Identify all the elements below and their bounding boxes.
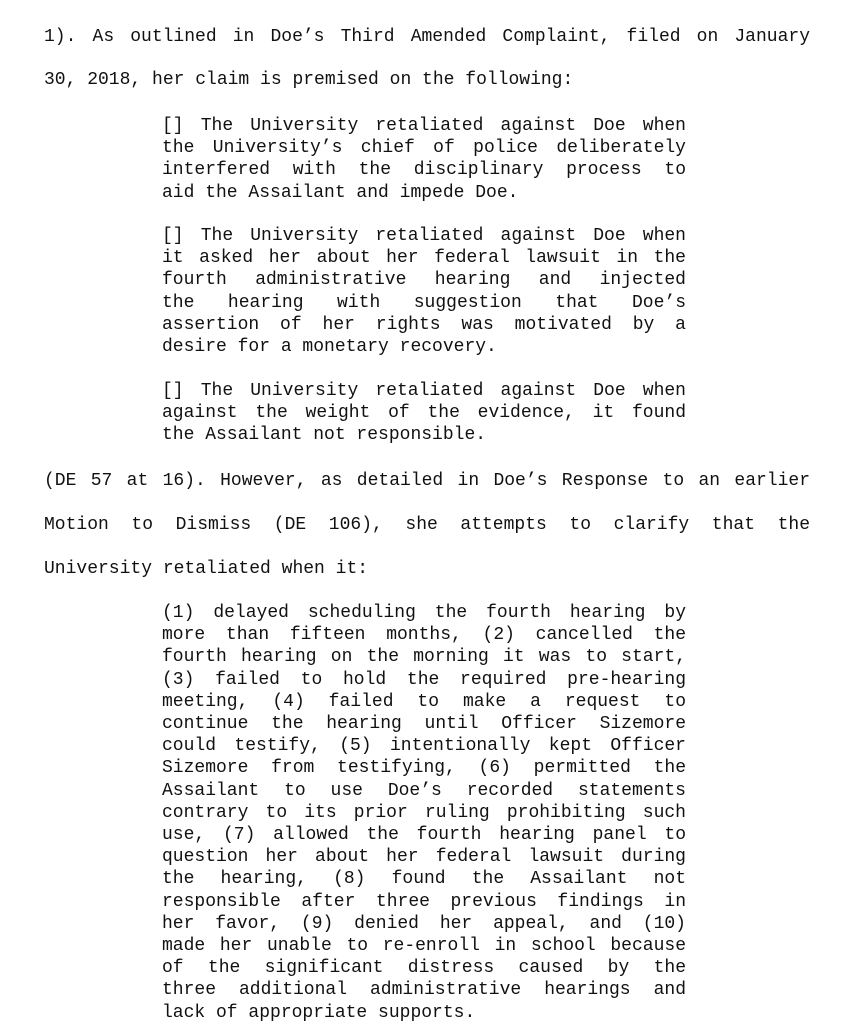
quote-line: the University’s chief of police deliberately: [162, 138, 686, 159]
quote-line: the hearing, (8) found the Assailant not: [162, 869, 686, 890]
quote-line: assertion of her rights was motivated by a: [162, 314, 686, 335]
quote-line: (3) failed to hold the required pre-hearing: [162, 669, 686, 690]
quote-line: fourth hearing on the morning it was to start,: [162, 647, 686, 668]
quote-line: responsible after three previous findings in: [162, 891, 686, 912]
quote-line: meeting, (4) failed to make a request to: [162, 691, 686, 712]
quote-line: of the significant distress caused by the: [162, 958, 686, 979]
quote-line: could testify, (5) intentionally kept Officer: [162, 736, 686, 757]
quote-line: fourth administrative hearing and injected: [162, 270, 686, 291]
quote-line: it asked her about her federal lawsuit in the: [162, 248, 686, 269]
quote-line: continue the hearing until Officer Sizemore: [162, 714, 686, 735]
quote-line: made her unable to re-enroll in school because: [162, 936, 686, 957]
quote-line: [] The University retaliated against Doe when: [162, 381, 686, 401]
paragraph-line: 1). As outlined in Doe’s Third Amended Complaint, filed on January: [44, 27, 810, 47]
paragraph-line: 30, 2018, her claim is premised on the following:: [44, 70, 574, 90]
quote-line: interfered with the disciplinary process to: [162, 160, 686, 181]
block-quote: [162, 225, 686, 358]
quote-line: Assailant to use Doe’s recorded statements: [162, 780, 686, 801]
quote-line: lack of appropriate supports.: [162, 1002, 476, 1023]
quote-line: the Assailant not responsible.: [162, 425, 487, 446]
quote-line: more than fifteen months, (2) cancelled the: [162, 625, 686, 646]
paragraph-line: (DE 57 at 16). However, as detailed in Doe’s Response to an earlier: [44, 471, 810, 491]
quote-line: three additional administrative hearings and: [162, 980, 686, 1001]
paragraph-line: Motion to Dismiss (DE 106), she attempts to clarify that the: [44, 515, 810, 535]
quote-line: aid the Assailant and impede Doe.: [162, 182, 519, 203]
block-quote: [162, 602, 686, 1024]
quote-line: against the weight of the evidence, it found: [162, 403, 686, 424]
quote-line: [] The University retaliated against Doe when: [162, 116, 686, 136]
paragraph-line: University retaliated when it:: [44, 559, 369, 579]
block-quote: [162, 380, 686, 447]
quote-line: desire for a monetary recovery.: [162, 337, 497, 358]
quote-line: question her about her federal lawsuit during: [162, 847, 686, 868]
quote-line: the hearing with suggestion that Doe’s: [162, 292, 686, 313]
quote-line: her favor, (9) denied her appeal, and (10): [162, 913, 686, 934]
block-quote: [162, 115, 686, 204]
quote-line: (1) delayed scheduling the fourth hearing by: [162, 603, 686, 623]
quote-line: contrary to its prior ruling prohibiting such: [162, 802, 686, 823]
quote-line: [] The University retaliated against Doe when: [162, 226, 686, 246]
quote-line: Sizemore from testifying, (6) permitted the: [162, 758, 686, 779]
quote-line: use, (7) allowed the fourth hearing panel to: [162, 825, 686, 846]
